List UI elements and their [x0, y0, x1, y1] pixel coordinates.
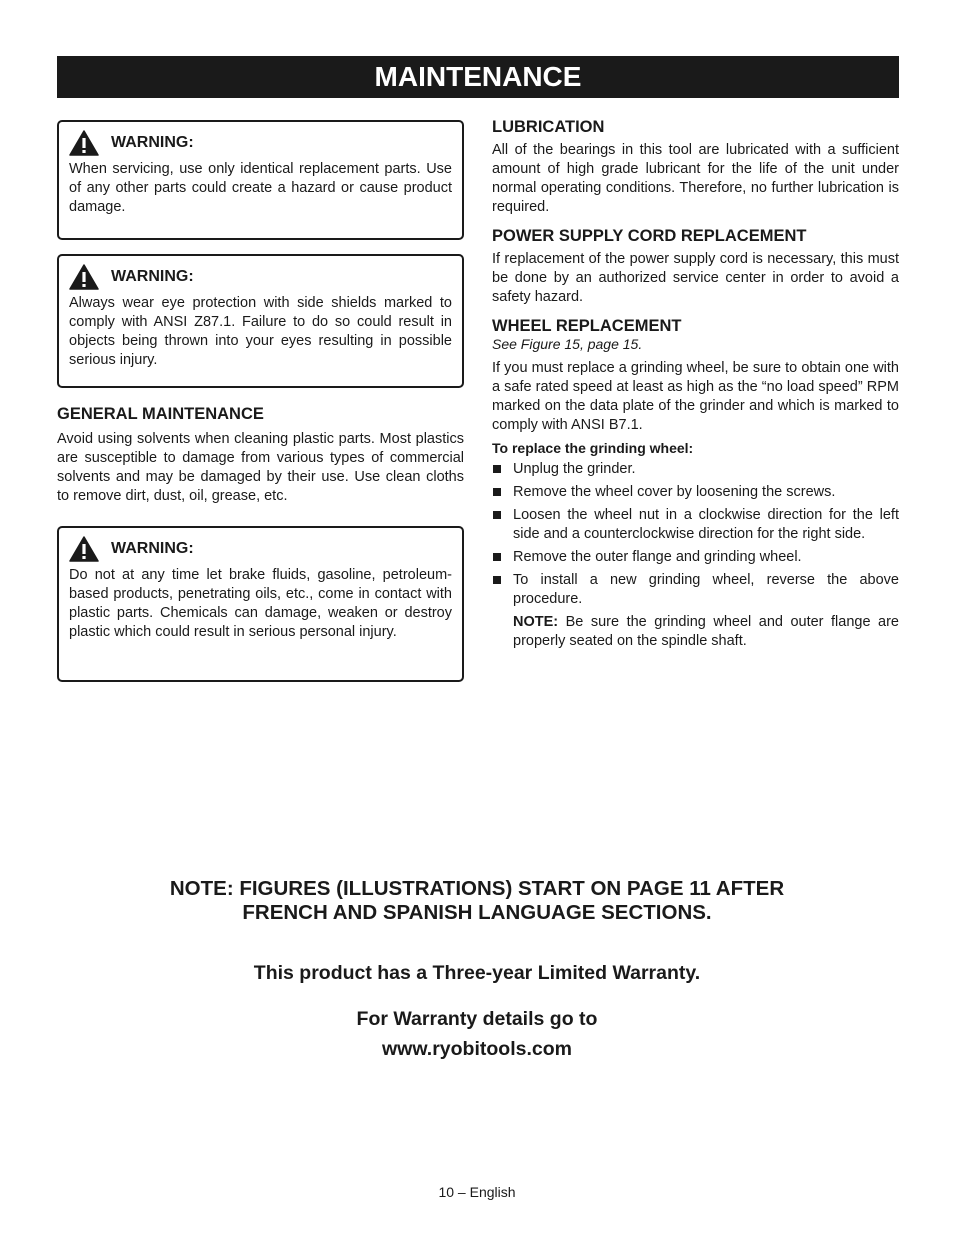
general-maintenance-text: Avoid using solvents when cleaning plastic parts. Most plastics are susceptible to damage from various types of commercial solvents and may be damaged by their use. Use clean cloths to remove dirt, dust, oil, grease, etc.	[57, 431, 464, 504]
wheel-replacement-text: If you must replace a grinding wheel, be sure to obtain one with a safe rated speed at least as high as the “no load speed” RPM marked on the data plate of the grinder and which is marked to comply with ANSI B7.1.	[492, 360, 899, 433]
list-item: Remove the outer flange and grinding wheel.	[492, 548, 899, 567]
warning-box-eye-protection	[57, 254, 464, 388]
warning-title: WARNING:	[111, 540, 194, 557]
bullet-square-icon	[493, 465, 501, 473]
bullet-square-icon	[493, 553, 501, 561]
replacement-steps-list	[492, 460, 899, 609]
warranty-website: www.ryobitools.com	[382, 1038, 572, 1060]
figures-note	[0, 877, 954, 925]
warning-text: When servicing, use only identical replacement parts. Use of any other parts could create a hazard or cause product damage.	[69, 161, 452, 215]
figures-note-line-1: NOTE: FIGURES (ILLUSTRATIONS) START ON PAGE 11 AFTER	[169, 877, 785, 900]
bullet-square-icon	[493, 576, 501, 584]
warning-text: Always wear eye protection with side shields marked to comply with ANSI Z87.1. Failure to do so could result in objects being thrown into your eyes resulting in possible serious injury.	[69, 295, 452, 368]
list-item: Remove the wheel cover by loosening the screws.	[492, 483, 899, 502]
section-title-banner: MAINTENANCE	[57, 56, 899, 98]
note-text: Be sure the grinding wheel and outer flange are properly seated on the spindle shaft.	[513, 614, 899, 649]
replace-wheel-subheading: To replace the grinding wheel:	[492, 440, 694, 456]
left-column	[57, 120, 464, 696]
general-maintenance-heading: GENERAL MAINTENANCE	[57, 405, 264, 423]
list-item: Unplug the grinder.	[492, 460, 899, 479]
warranty-statement: This product has a Three-year Limited Warranty.	[253, 962, 701, 984]
note-label: NOTE:	[513, 614, 559, 630]
warning-header	[69, 264, 452, 290]
see-figure-reference: See Figure 15, page 15.	[492, 336, 643, 352]
lubrication-heading: LUBRICATION	[492, 118, 605, 136]
warning-triangle-icon	[69, 536, 99, 562]
power-cord-text: If replacement of the power supply cord is necessary, this must be done by an authorized service center in order to avoid a safety hazard.	[492, 251, 899, 305]
figures-note-line-2: FRENCH AND SPANISH LANGUAGE SECTIONS.	[242, 901, 712, 924]
list-item: Loosen the wheel nut in a clockwise direction for the left side and a counterclockwise direction for the right side.	[492, 506, 899, 544]
warning-triangle-icon	[69, 130, 99, 156]
bullet-square-icon	[493, 488, 501, 496]
right-column	[492, 117, 899, 651]
warning-title: WARNING:	[111, 134, 194, 151]
lubrication-text: All of the bearings in this tool are lubricated with a sufficient amount of high grade lubricant for the life of the unit under normal operating conditions. Therefore, no further lubrication is required.	[492, 142, 899, 215]
page-footer: 10 – English	[438, 1184, 516, 1200]
warning-triangle-icon	[69, 264, 99, 290]
bullet-square-icon	[493, 511, 501, 519]
warning-title: WARNING:	[111, 268, 194, 285]
power-cord-heading: POWER SUPPLY CORD REPLACEMENT	[492, 227, 807, 245]
warranty-details	[0, 1004, 954, 1064]
warning-header	[69, 536, 452, 562]
wheel-replacement-heading: WHEEL REPLACEMENT	[492, 317, 682, 335]
wheel-note	[492, 613, 899, 651]
warning-box-replacement-parts	[57, 120, 464, 240]
list-item: To install a new grinding wheel, reverse the above procedure.	[492, 571, 899, 609]
warning-text: Do not at any time let brake fluids, gasoline, petroleum-based products, penetrating oils, etc., come in contact with plastic parts. Chemicals can damage, weaken or destroy plastic which could result in serious personal injury.	[69, 567, 452, 640]
warning-box-chemicals	[57, 526, 464, 682]
warning-header	[69, 130, 452, 156]
warranty-details-text: For Warranty details go to	[356, 1008, 598, 1030]
